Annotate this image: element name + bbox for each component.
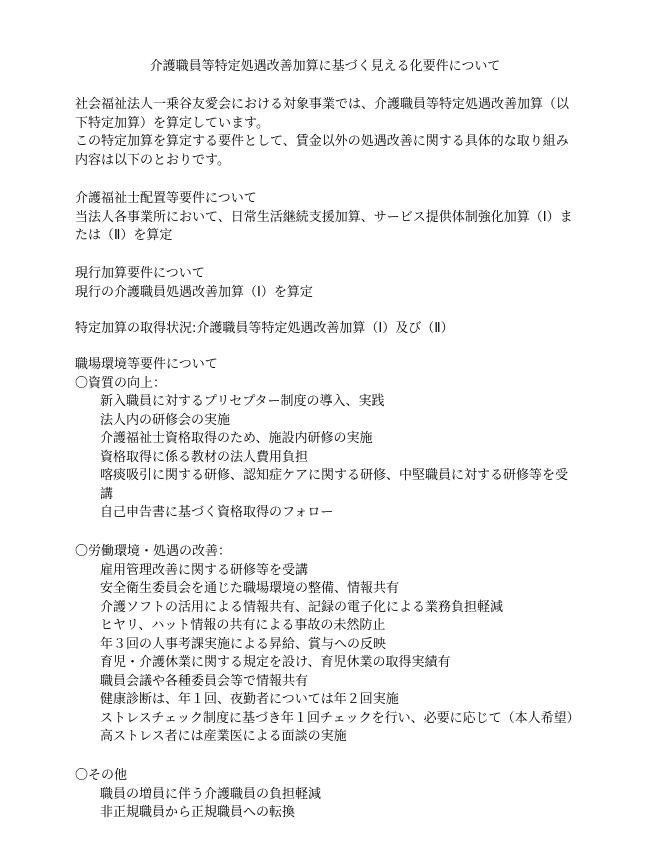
list-item: 育児・介護休業に関する規定を設け、育児休業の取得実績有 xyxy=(100,655,451,670)
list-item: 職員の増員に伴う介護職員の負担軽減 xyxy=(100,786,322,802)
workplace-heading: 職場環境等要件について xyxy=(75,357,218,372)
list-item: 法人内の研修会の実施 xyxy=(100,412,231,428)
section-heading-labor: 〇労働環境・処遇の改善： xyxy=(75,544,232,559)
workplace-section xyxy=(75,356,575,523)
list-item: 年３回の人事考課実施による昇給、賞与への反映 xyxy=(100,636,387,652)
placement-heading: 介護福祉士配置等要件について xyxy=(75,191,257,206)
section-heading-other: 〇その他 xyxy=(75,768,128,783)
current-heading: 現行加算要件について xyxy=(75,266,205,281)
current-body: 現行の介護職員処遇改善加算（Ⅰ）を算定 xyxy=(75,284,313,300)
document-title: 介護職員等特定処遇改善加算に基づく見える化要件について xyxy=(149,59,501,74)
list-item: ストレスチェック制度に基づき年１回チェックを行い、必要に応じて（本人希望）高ストレス者には産業医による面談の実施 xyxy=(100,710,574,744)
status-line: 特定加算の取得状況:介護職員等特定処遇改善加算（Ⅰ）及び（Ⅱ） xyxy=(75,321,454,336)
list-item: 自己申告書に基づく資格取得のフォロー xyxy=(100,505,334,520)
other-list xyxy=(75,786,575,823)
current-section xyxy=(75,265,575,302)
status-section xyxy=(75,320,575,339)
other-section xyxy=(75,767,575,823)
list-item: 非正規職員から正規職員への転換 xyxy=(100,805,296,820)
intro-section xyxy=(75,96,575,170)
labor-section xyxy=(75,543,575,747)
list-item: ヒヤリ、ハット情報の共有による事故の未然防止 xyxy=(100,618,386,633)
intro-paragraph-2: この特定加算を算定する要件として、賃金以外の処遇改善に関する具体的な取り組み内容は以下のとおりです。 xyxy=(75,134,569,168)
placement-section xyxy=(75,190,575,246)
placement-body: 当法人各事業所において、日常生活継続支援加算、サービス提供体制強化加算（Ⅰ）または（Ⅱ）を算定 xyxy=(75,209,573,243)
list-item: 安全衛生委員会を通じた職場環境の整備、情報共有 xyxy=(100,581,400,596)
list-item: 職員会議や各種委員会等で情報共有 xyxy=(100,673,309,689)
list-item: 喀痰吸引に関する研修、認知症ケアに関する研修、中堅職員に対する研修等を受講 xyxy=(100,468,569,502)
list-item: 介護ソフトの活用による情報共有、記録の電子化による業務負担軽減 xyxy=(100,599,504,615)
list-item: 資格取得に係る教材の法人費用負担 xyxy=(100,449,309,465)
list-item: 健康診断は、年１回、夜勤者については年２回実施 xyxy=(100,692,399,707)
section-heading-quality: 〇資質の向上： xyxy=(75,375,167,391)
list-item: 介護福祉士資格取得のため、施設内研修の実施 xyxy=(100,431,373,446)
list-item: 新入職員に対するプリセプター制度の導入、実践 xyxy=(100,394,385,409)
labor-list xyxy=(75,562,575,747)
quality-list xyxy=(75,393,575,523)
intro-paragraph-1: 社会福祉法人一乗谷友愛会における対象事業では、介護職員等特定処遇改善加算（以下特定加算）を算定しています。 xyxy=(75,97,570,131)
list-item: 雇用管理改善に関する研修等を受講 xyxy=(100,562,309,578)
